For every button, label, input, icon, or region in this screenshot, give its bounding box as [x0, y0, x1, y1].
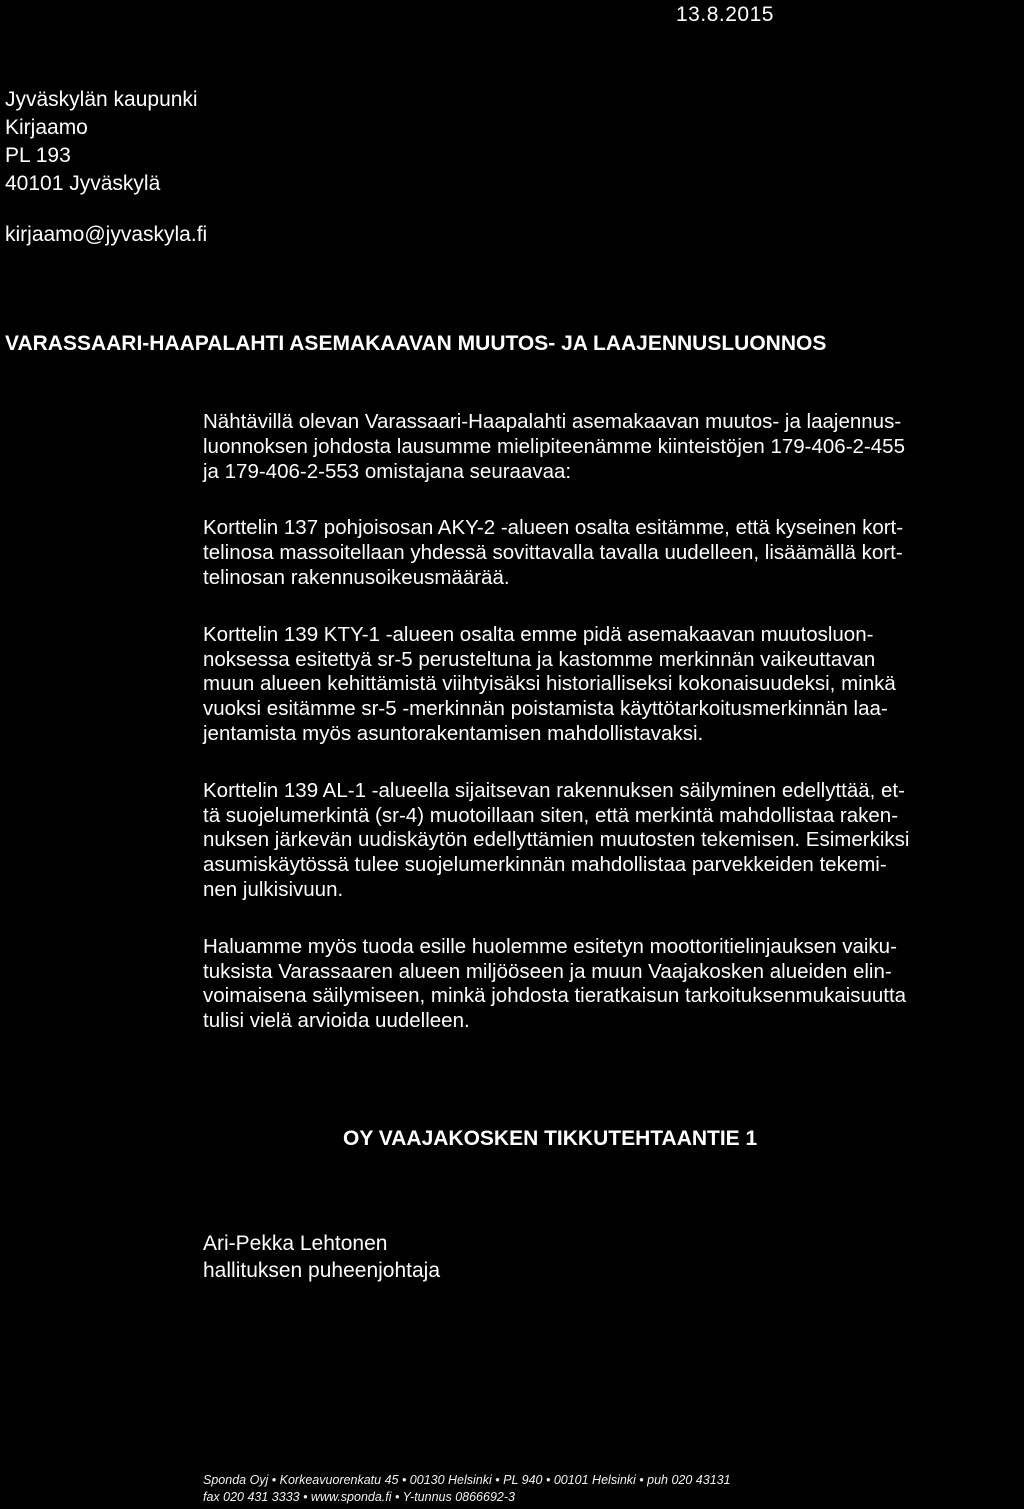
recipient-line: Kirjaamo [5, 116, 88, 139]
paragraph-block-137 [203, 516, 1021, 590]
letter-date: 13.8.2015 [676, 3, 774, 26]
text-line: voimaisena säilymiseen, minkä johdosta tieratkaisun tarkoituksenmukaisuutta [203, 984, 907, 1008]
paragraph-block-139-kty [203, 623, 1021, 747]
text-line: tulisi vielä arvioida uudelleen. [203, 1009, 470, 1033]
text-line: tuksista Varassaaren alueen miljööseen ja muun Vaajakosken alueiden elin- [203, 959, 892, 983]
text-line: luonnoksen johdosta lausumme mielipiteenämme kiinteistöjen 179-406-2-455 [203, 434, 905, 458]
text-line: Korttelin 137 pohjoisosan AKY-2 -alueen osalta esitämme, että kyseinen kort- [203, 516, 904, 540]
recipient-line: Jyväskylän kaupunki [5, 88, 198, 111]
text-line: Korttelin 139 KTY-1 -alueen osalta emme pidä asemakaavan muutosluon- [203, 622, 874, 646]
recipient-address [5, 86, 198, 198]
text-line: Korttelin 139 AL-1 -alueella sijaitsevan rakennuksen säilyminen edellyttää, et- [203, 778, 905, 802]
text-line: nuksen järkevän uudiskäytön edellyttämien muutosten tekemisen. Esimerkiksi [203, 828, 910, 852]
letterhead-footer [203, 1472, 731, 1506]
text-line: ja 179-406-2-553 omistajana seuraavaa: [203, 459, 572, 483]
company-name: OY VAAJAKOSKEN TIKKUTEHTAANTIE 1 [343, 1127, 758, 1150]
text-line: Haluamme myös tuoda esille huolemme esitetyn moottoritielinjauksen vaiku- [203, 934, 897, 958]
recipient-email: kirjaamo@jyvaskyla.fi [5, 223, 208, 246]
signer-name: Ari-Pekka Lehtonen [203, 1232, 388, 1255]
recipient-line: 40101 Jyväskylä [5, 172, 161, 195]
text-line: Nähtävillä olevan Varassaari-Haapalahti asemakaavan muutos- ja laajennus- [203, 410, 902, 433]
paragraph-motorway [203, 935, 1021, 1034]
recipient-line: PL 193 [5, 144, 71, 167]
text-line: tä suojelumerkintä (sr-4) muotoillaan siten, että merkintä mahdollistaa raken- [203, 803, 899, 827]
text-line: telinosa massoitellaan yhdessä sovittavalla tavalla uudelleen, lisäämällä kort- [203, 541, 903, 565]
paragraph-block-139-al [203, 779, 1021, 903]
paragraph-intro [203, 410, 1021, 484]
letter-body [203, 410, 1021, 1066]
footer-line: fax 020 431 3333 • www.sponda.fi • Y-tunnus 0866692-3 [203, 1490, 515, 1504]
text-line: telinosan rakennusoikeusmäärää. [203, 565, 510, 589]
text-line: nen julkisivuun. [203, 877, 344, 901]
footer-line: Sponda Oyj • Korkeavuorenkatu 45 • 00130 Helsinki • PL 940 • 00101 Helsinki • puh 020 43131 [203, 1473, 731, 1487]
text-line: vuoksi esitämme sr-5 -merkinnän poistamista käyttötarkoitusmerkinnän laa- [203, 697, 888, 721]
text-line: noksessa esitettyä sr-5 perusteltuna ja kastomme merkinnän vaikeuttavan [203, 647, 876, 671]
text-line: jentamista myös asuntorakentamisen mahdollistavaksi. [203, 721, 704, 745]
text-line: asumiskäytössä tulee suojelumerkinnän mahdollistaa parvekkeiden tekemi- [203, 853, 887, 877]
signer-role: hallituksen puheenjohtaja [203, 1259, 441, 1282]
signature-block [203, 1230, 440, 1284]
text-line: muun alueen kehittämistä viihtyisäksi historialliseksi kokonaisuudeksi, minkä [203, 672, 896, 696]
letter-title: VARASSAARI-HAAPALAHTI ASEMAKAAVAN MUUTOS- JA LAAJENNUSLUONNOS [5, 332, 827, 355]
